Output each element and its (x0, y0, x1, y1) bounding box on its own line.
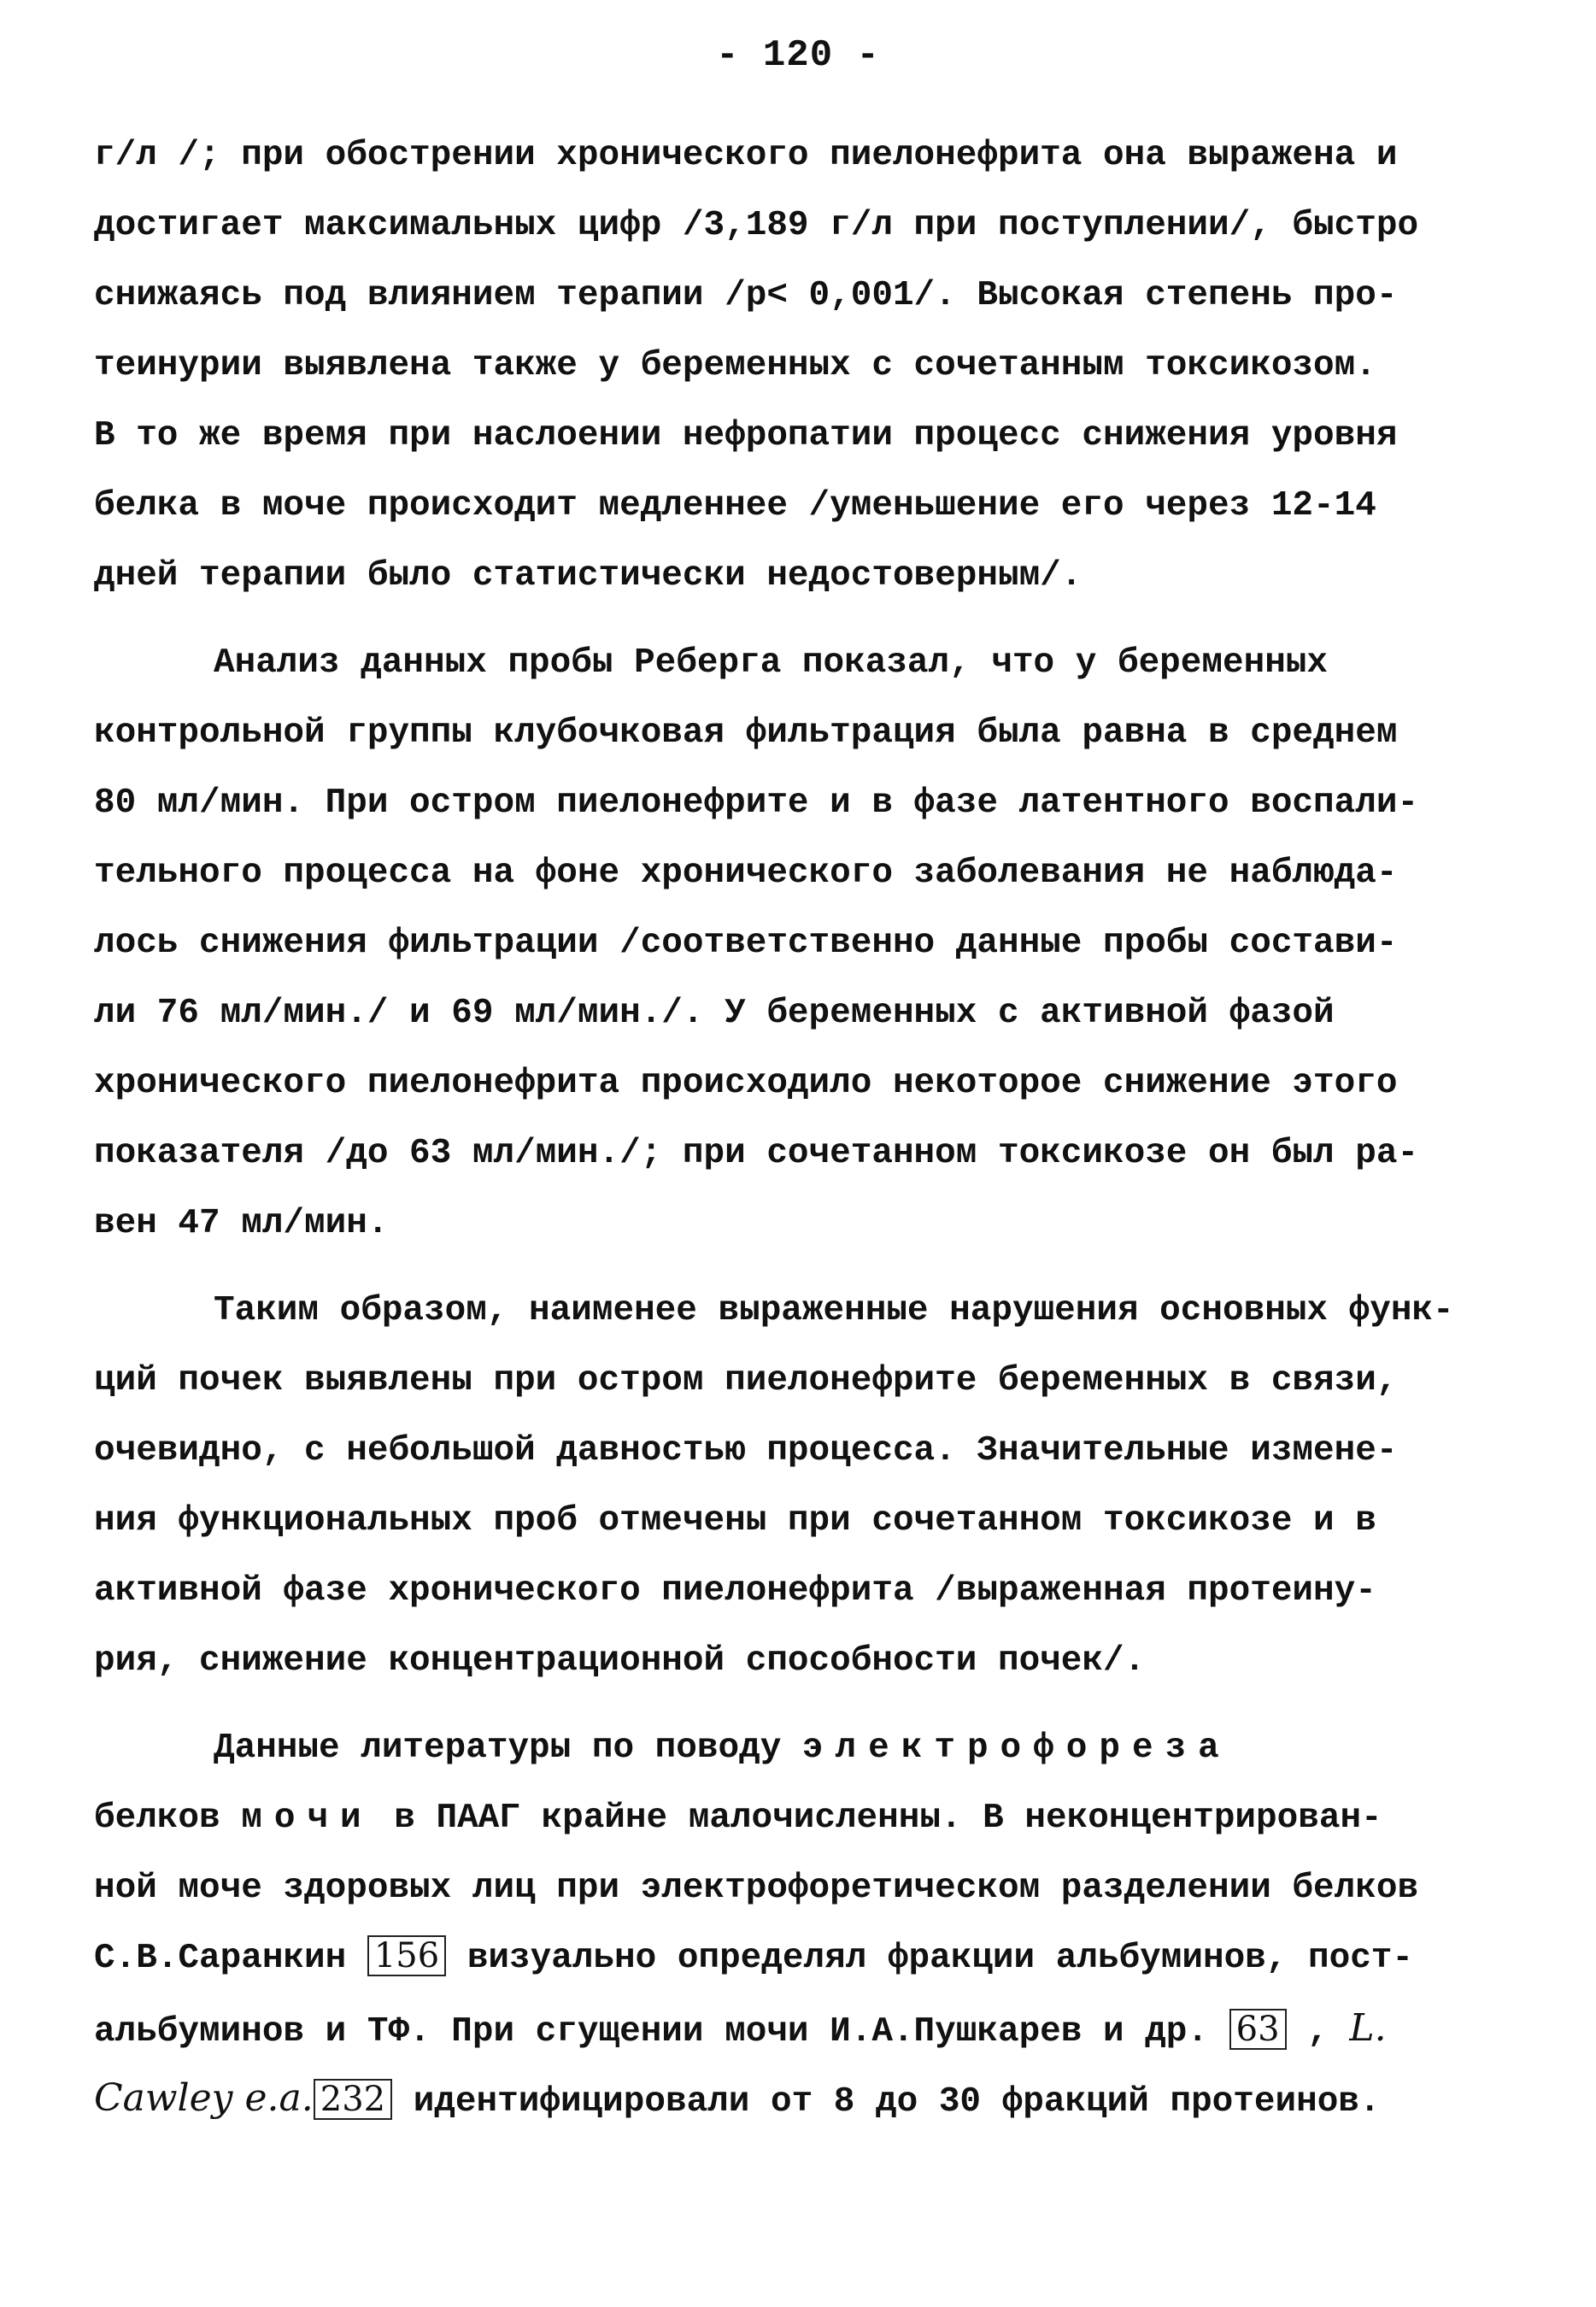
page-number: - 120 - (716, 34, 880, 77)
text-line (94, 2003, 1495, 2054)
text-fragment: С.В.Саранкин (94, 1939, 367, 1978)
text-fragment: белков (94, 1799, 242, 1838)
text-line (94, 1933, 1495, 1984)
text-fragment: альбуминов и ТФ. При сгущении мочи И.А.Пушкарев и др. (94, 2012, 1229, 2052)
text-fragment: Данные литературы по поводу (214, 1729, 802, 1768)
text-fragment: , (1286, 2012, 1350, 2052)
text-line: активной фазе хронического пиелонефрита /выраженная протеину- (94, 1571, 1376, 1611)
text-line: Анализ данных пробы Реберга показал, что у беременных (214, 643, 1329, 683)
text-line: г/л /; при обострении хронического пиелонефрита она выражена и (94, 136, 1398, 175)
text-line: 80 мл/мин. При остром пиелонефрите и в фазе латентного воспали- (94, 784, 1419, 823)
text-line: ния функциональных проб отмечены при сочетанном токсикозе и в (94, 1501, 1376, 1541)
text-fragment: визуально определял фракции альбуминов, пост- (446, 1939, 1414, 1978)
spaced-term: мочи (241, 1799, 373, 1838)
text-fragment: идентифицировали от 8 до 30 фракций протеинов. (392, 2082, 1381, 2122)
spaced-term: электрофореза (801, 1729, 1231, 1768)
text-line: белка в моче происходит медленнее /уменьшение его через 12-14 (94, 486, 1376, 525)
handwritten-text: Cawley e.a. (94, 2076, 314, 2120)
text-line: показателя /до 63 мл/мин./; при сочетанном токсикозе он был ра- (94, 1134, 1419, 1173)
text-line: ций почек выявлены при остром пиелонефрите беременных в связи, (94, 1361, 1398, 1400)
text-line (214, 1723, 1495, 1774)
text-line: вен 47 мл/мин. (94, 1204, 389, 1243)
citation-reference: 232 (314, 2079, 392, 2120)
text-line: очевидно, с небольшой давностью процесса. Значительные измене- (94, 1431, 1398, 1470)
text-line: ной моче здоровых лиц при электрофоретическом разделении белков (94, 1869, 1419, 1908)
citation-reference: 63 (1229, 2009, 1287, 2050)
text-line: тельного процесса на фоне хронического заболевания не наблюда- (94, 854, 1398, 893)
text-line: снижаясь под влиянием терапии /р< 0,001/. Высокая степень про- (94, 276, 1398, 315)
citation-reference: 156 (367, 1935, 446, 1976)
text-line (94, 1793, 1495, 1844)
text-line (94, 2073, 1495, 2124)
text-line: ли 76 мл/мин./ и 69 мл/мин./. У беременных с активной фазой (94, 994, 1335, 1033)
text-line: контрольной группы клубочковая фильтрация была равна в среднем (94, 713, 1398, 753)
text-fragment: в ПААГ крайне малочисленны. В неконцентрирован- (373, 1799, 1382, 1838)
text-line: Таким образом, наименее выраженные нарушения основных функ- (214, 1291, 1454, 1330)
text-line: рия, снижение концентрационной способности почек/. (94, 1641, 1146, 1681)
text-line: достигает максимальных цифр /3,189 г/л при поступлении/, быстро (94, 206, 1419, 245)
text-line: В то же время при наслоении нефропатии процесс снижения уровня (94, 416, 1398, 455)
text-line: теинурии выявлена также у беременных с сочетанным токсикозом. (94, 346, 1376, 385)
text-line: лось снижения фильтрации /соответственно данные пробы состави- (94, 924, 1398, 963)
handwritten-text: L. (1349, 2006, 1387, 2050)
text-line: дней терапии было статистически недостоверным/. (94, 556, 1083, 596)
text-line: хронического пиелонефрита происходило некоторое снижение этого (94, 1064, 1398, 1103)
